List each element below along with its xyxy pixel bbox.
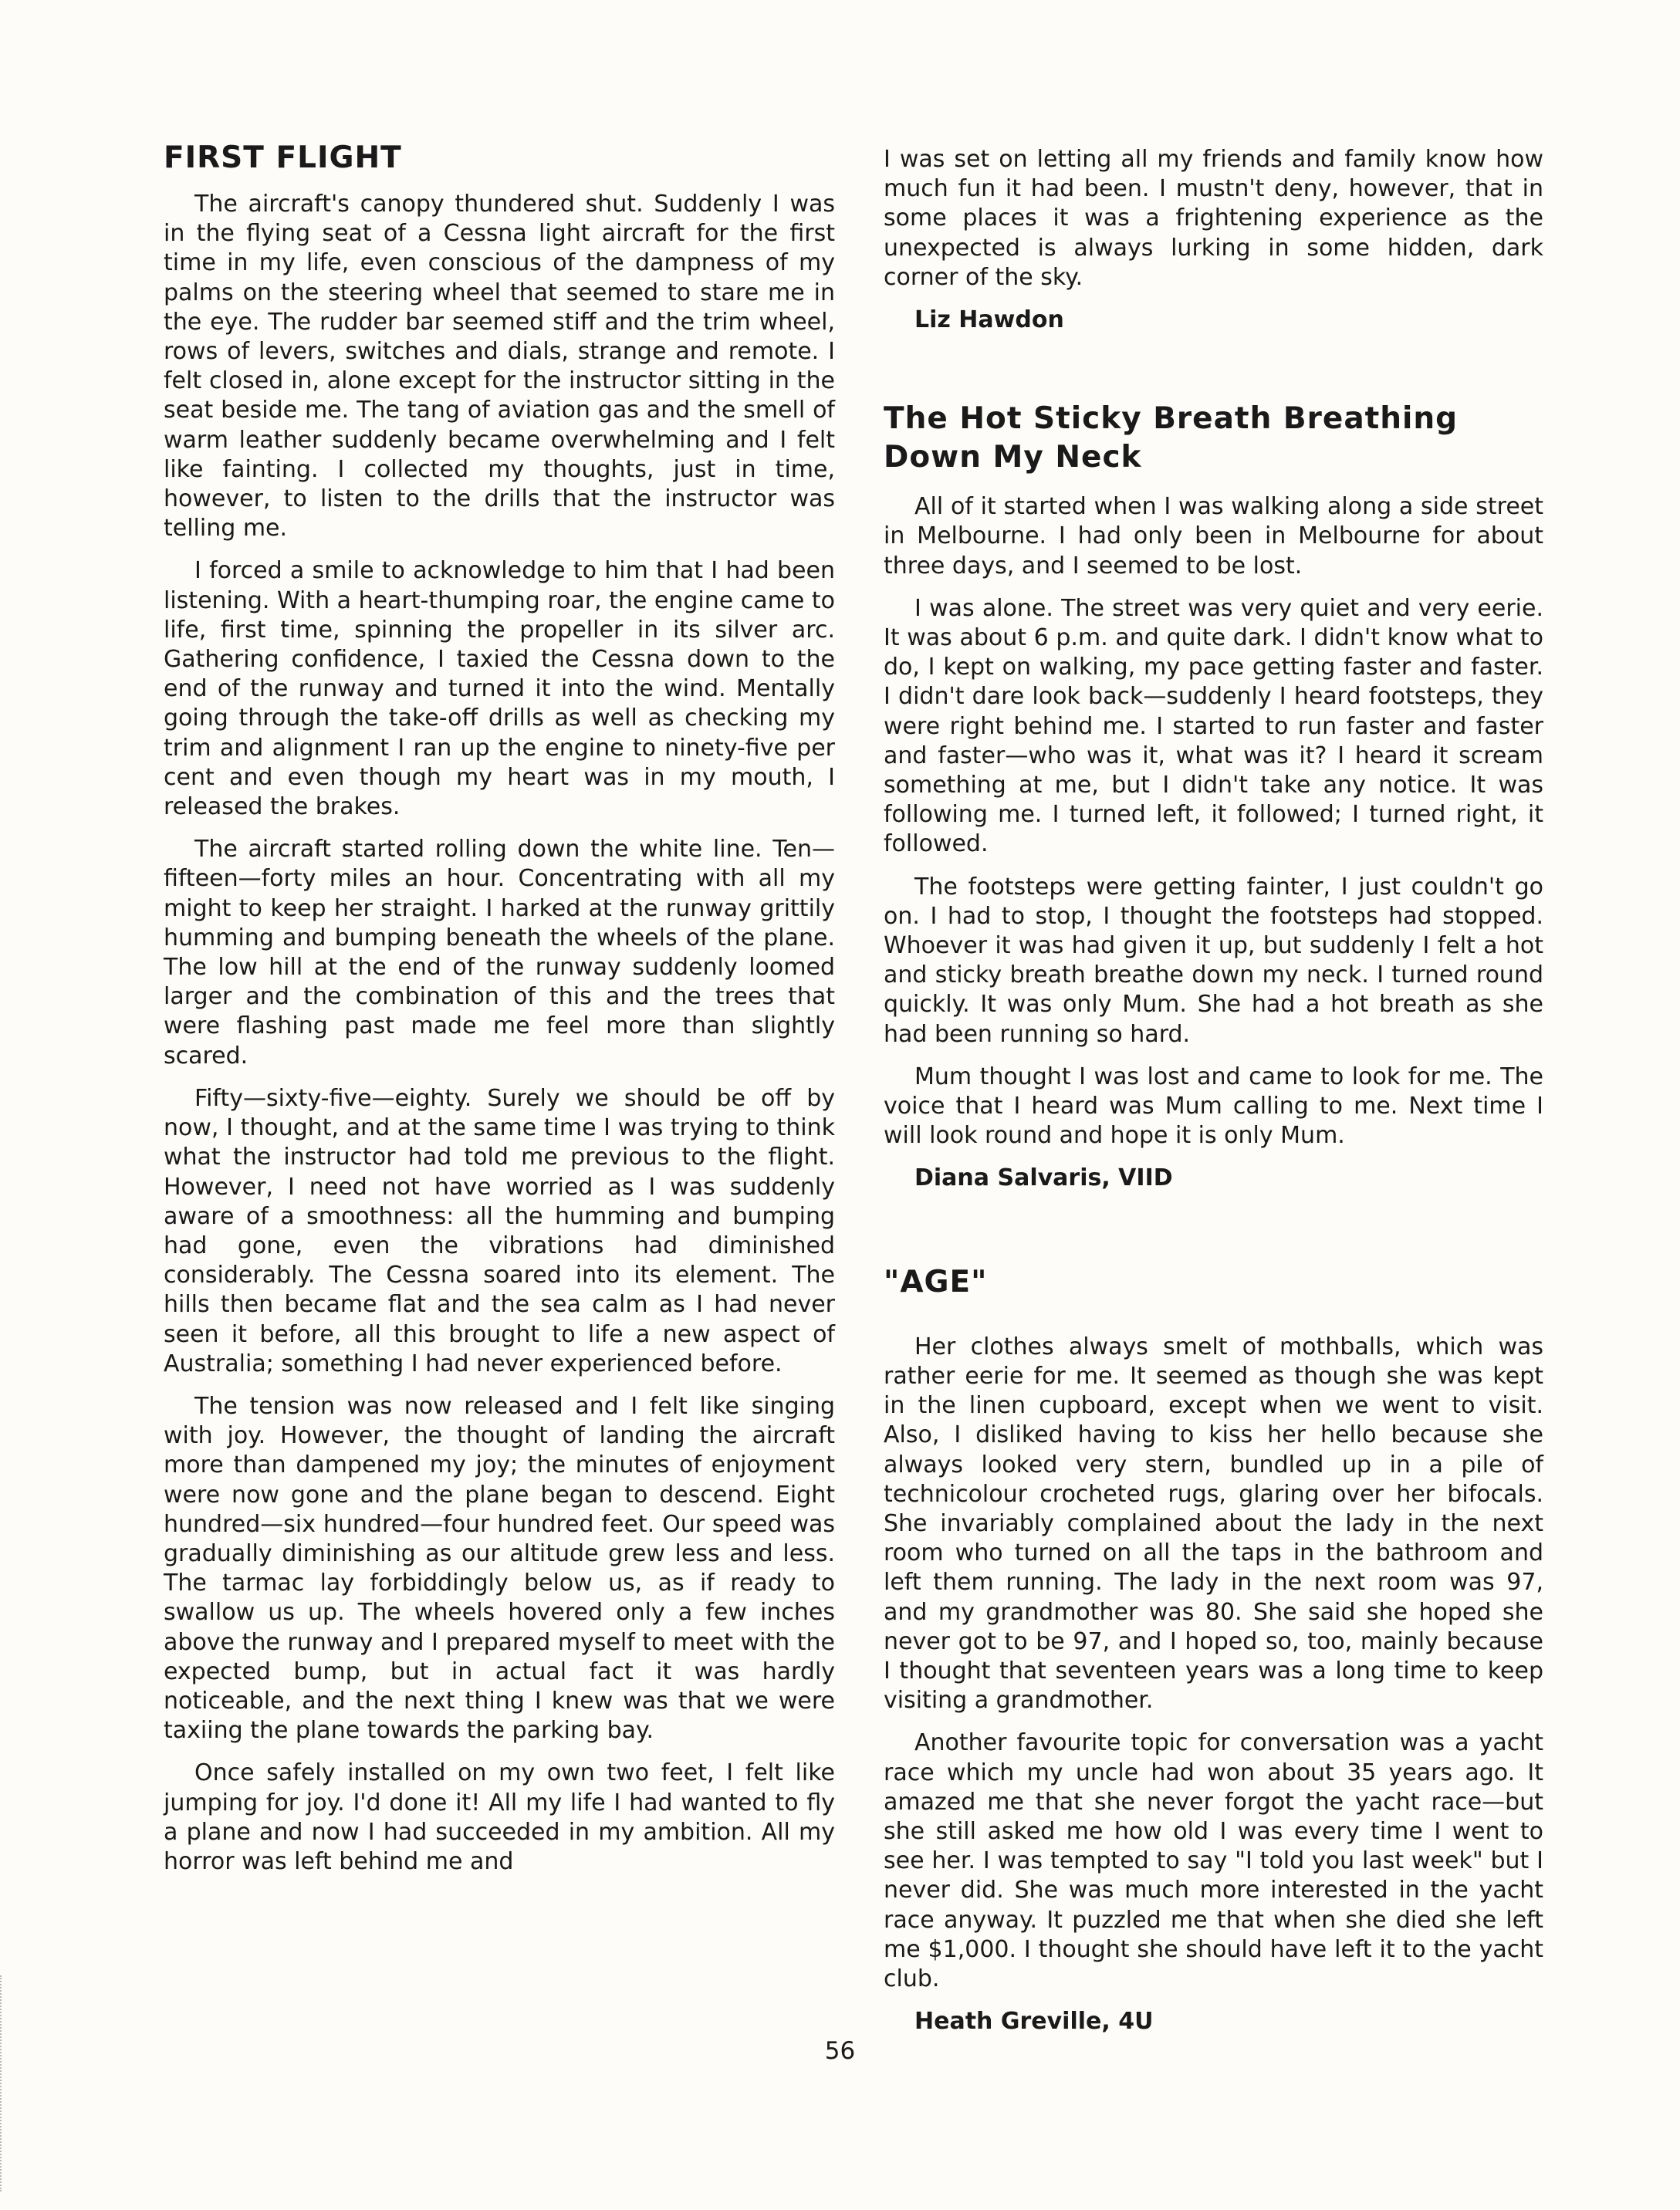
story-paragraph: The aircraft's canopy thundered shut. Suddenly I was in the flying seat of a Cessna light aircraft for the first time in my life, even conscious of the dampness of my palms on the steering wheel that seemed to stare me in the eye. The rudder bar seemed stiff and the trim wheel, rows of levers, switches and dials, strange and remote. I felt closed in, alone except for the instructor sitting in the seat beside me. The tang of aviation gas and the smell of warm leather suddenly became overwhelming and I felt like fainting. I collected my thoughts, just in time, however, to listen to the drills that the instructor was telling me. [164,191,835,542]
story-paragraph: I was set on letting all my friends and family know how much fun it had been. I mustn't deny, however, that in some places it was a frightening experience as the unexpected is always lurking in some hidden, dark corner of the sky. [884,146,1543,291]
story-paragraph: The footsteps were getting fainter, I just couldn't go on. I had to stop, I thought the footsteps had stopped. Whoever it was had given it up, but suddenly I felt a hot and sticky breath breathe down my neck. I turned round quickly. It was only Mum. She had a hot breath as she had been running so hard. [884,873,1543,1048]
scan-edge-marks [0,1975,6,2191]
story-paragraph: I forced a smile to acknowledge to him that I had been listening. With a heart-thumping roar, the engine came to life, first time, spinning the propeller in its silver arc. Gathering confidence, I taxied the Cessna down to the end of the runway and turned it into the wind. Mentally going through the take-off drills as well as checking my trim and alignment I ran up the engine to ninety-five per cent and even though my heart was in my mouth, I released the brakes. [164,557,835,821]
story-title: FIRST FLIGHT [164,140,402,175]
story-paragraph: The aircraft started rolling down the white line. Ten—fifteen—forty miles an hour. Concentrating with all my might to keep her straight. I harked at the runway grittily humming and bumping beneath the wheels of the plane. The low hill at the end of the runway suddenly loomed larger and the combination of this and the trees that were flashing past made me feel more than slightly scared. [164,836,835,1070]
story-paragraph: I was alone. The street was very quiet and very eerie. It was about 6 p.m. and quite dark. I didn't know what to do, I kept on walking, my pace getting faster and faster. I didn't dare look back—suddenly I heard footsteps, they were right behind me. I started to run faster and faster and faster—who was it, what was it? I heard it scream something at me, but I didn't take any notice. It was following me. I turned left, it followed; I turned right, it followed. [884,594,1543,858]
story-paragraph: The tension was now released and I felt like singing with joy. However, the thought of landing the aircraft more than dampened my joy; the minutes of enjoyment were now gone and the plane began to descend. Eight hundred—six hundred—four hundred feet. Our speed was gradually diminishing as our altitude grew less and less. The tarmac lay forbiddingly below us, as if ready to swallow us up. The wheels hovered only a few inches above the runway and I prepared myself to meet with the expected bump, but in actual fact it was hardly noticeable, and the next thing I knew was that we were taxiing the plane towards the parking bay. [164,1392,835,1745]
author-byline: Heath Greville, 4U [914,2008,1154,2036]
story-first-flight [164,139,835,1877]
author-byline: Liz Hawdon [914,306,1064,334]
right-column [884,145,1543,2049]
story-title: "AGE" [884,1264,988,1299]
story-title-line: Down My Neck [884,440,1142,475]
author-byline: Diana Salvaris, VIID [914,1164,1173,1192]
story-title [884,400,1543,477]
story-paragraph: Mum thought I was lost and came to look for me. The voice that I heard was Mum calling to me. Next time I will look round and hope it is only Mum. [884,1063,1543,1150]
left-column [164,139,835,1890]
story-paragraph: Once safely installed on my own two feet, I felt like jumping for joy. I'd done it! All my life I had wanted to fly a plane and now I had succeeded in my ambition. All my horror was left behind me and [164,1759,835,1875]
story-age [884,1263,1543,2037]
story-paragraph: Her clothes always smelt of mothballs, which was rather eerie for me. It seemed as though she was kept in the linen cupboard, except when we went to visit. Also, I disliked having to kiss her hello because she always looked very stern, bundled up in a pile of technicolour crocheted rugs, glaring over her bifocals. She invariably complained about the lady in the next room who turned on all the taps in the bathroom and left them running. The lady in the next room was 97, and my grandmother was 80. She said she hoped she never got to be 97, and I hoped so, too, mainly because I thought that seventeen years was a long time to keep visiting a grandmother. [884,1333,1543,1715]
story-first-flight-continued [884,145,1543,335]
story-hot-sticky-breath [884,400,1543,1193]
story-paragraph: All of it started when I was walking along a side street in Melbourne. I had only been in Melbourne for about three days, and I seemed to be lost. [884,493,1543,580]
page-number: 56 [824,2037,856,2065]
story-paragraph: Another favourite topic for conversation was a yacht race which my uncle had won about 35 years ago. It amazed me that she never forgot the yacht race—but she still asked me how old I was every time I went to see her. I was tempted to say "I told you last week" but I never did. She was much more interested in the yacht race anyway. It puzzled me that when she died she left me $1,000. I thought she should have left it to the yacht club. [884,1729,1543,1992]
story-title-line: The Hot Sticky Breath Breathing [884,401,1459,437]
story-paragraph: Fifty—sixty-five—eighty. Surely we should be off by now, I thought, and at the same time I was trying to think what the instructor had told me previous to the flight. However, I need not have worried as I was suddenly aware of a smoothness: all the humming and bumping had gone, even the vibrations had diminished considerably. The Cessna soared into its element. The hills then became flat and the sea calm as I had never seen it before, all this brought to life a new aspect of Australia; something I had never experienced before. [164,1084,835,1377]
